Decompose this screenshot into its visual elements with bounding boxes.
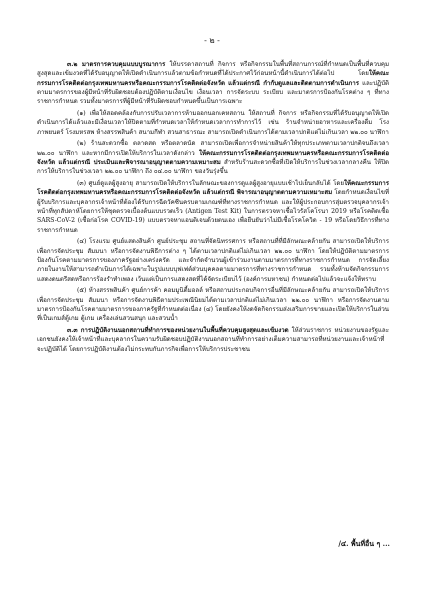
- section-3-3-paragraph: [37, 326, 389, 354]
- item-2: [37, 139, 389, 176]
- page-number: - ๒ -: [204, 36, 220, 45]
- item-2-end: สำหรับร้านสะดวกซื้อที่เปิดให้บริการในช่วงเวลากลางคืน ให้ปิดการให้บริการในช่วงเวลา ๒๒.๐๐ นาฬิกา ถึง ๐๔.๐๐ นาฬิกา ของวันรุ่งขึ้น: [37, 158, 390, 176]
- item-3-bold: ให้คณะกรรมการโรคติดต่อกรุงเทพมหานครหรือคณะกรรมการโรคติดต่อจังหวัด แล้วแต่กรณี พิจารณาอนุญาตตามความเหมาะสม: [37, 180, 389, 197]
- item-3-text: (๓) ศูนย์ดูแลผู้สูงอายุ สามารถเปิดให้บริการในลักษณะของการดูแลผู้สูงอายุแบบเช้าไปเย็นกลับได้ โดย: [77, 180, 345, 188]
- document-body: [37, 60, 389, 356]
- item-1: (๑) เพื่อให้สอดคล้องกับการปรับเวลาการห้ามออกนอกเคหสถาน ให้สถานที่ กิจการ หรือกิจกรรมที่ได้รับอนุญาตให้เปิดดำเนินการได้แล้วและมีเงื่อนเวลาให้ปิดตามที่กำหนดเวลาให้กำหนดเวลาการทำการไว้ เช่น ร้านจำหน่ายอาหารและเครื่องดื่ม โรงภาพยนตร์ โรงมหรสพ ห้างสรรพสินค้า สนามกีฬา สวนสาธารณะ สามารถเปิดดำเนินการได้ตามเวลาปกติแต่ไม่เกินเวลา ๒๒.๐๐ นาฬิกา: [37, 109, 389, 136]
- item-4: (๔) โรงแรม ศูนย์แสดงสินค้า ศูนย์ประชุม สถานที่จัดนิทรรศการ หรือสถานที่ที่มีลักษณะคล้ายกัน สามารถเปิดให้บริการเพื่อการจัดประชุม สัมมนา หรือการจัดงานพิธีการต่าง ๆ ได้ตามเวลาปกติแต่ไม่เกินเวลา ๒๒.๐๐ นาฬิกา โดยให้ปฏิบัติตามมาตรการป้องกันโรคตามมาตรการของภาครัฐอย่างเคร่งครัด และจำกัดจำนวนผู้เข้าร่วมงานตามมาตรการที่ทางราชการกำหนด การจัดเลี้ยงภายในงานให้สามารถดำเนินการได้เฉพาะในรูปแบบบุฟเฟต์ส่วนบุคคลตามมาตรการที่ทางราชการกำหนด รวมทั้งห้ามจัดกิจกรรมการแสดงดนตรีสดหรือการร้องรำทำเพลง เว้นแต่เป็นการแสดงสดที่ได้จัดระเบียบไว้ (องค์การมหาชน) กำหนดต่อไปแล้วจะแจ้งให้ทราบ: [37, 238, 389, 283]
- item-3-end: โดยกำหนดเงื่อนไขที่ผู้รับบริการและบุคลากรเจ้าหน้าที่ต้องได้รับการฉีดวัคซีนครบตามเกณฑ์ที่ทางราชการกำหนด และให้ผู้ประกอบการสุ่มตรวจบุคลากรเจ้าหน้าที่ทุกสัปดาห์โดยการให้ชุดตรวจเบื้องต้นแบบรวดเร็ว (Antigen Test Kit) ในการตรวจหาเชื้อไวรัสโคโรนา 2019 หรือโรคติดเชื้อ SARS-CoV-2 (เชื้อก่อโรค COVID-19) แบบตรวจหาแอนติเจนด้วยตนเอง เพื่อยืนยันว่าไม่มีเชื้อโรคโควิด - 19 หรือโดยวิธีการที่ทางราชการกำหนด: [37, 189, 390, 234]
- section-3-2-end: และปฏิบัติตามมาตรการของผู้มีหน้าที่รับผิดชอบต้องปฏิบัติตามเงื่อนไข เงื่อนเวลา การจัดระบบ ระเบียบ และมาตรการป้องกันโรคต่าง ๆ ที่ทางราชการกำหนด รวมทั้งมาตรการที่ผู้มีหน้าที่รับผิดชอบกำหนดขึ้นเป็นการเฉพาะ: [37, 79, 389, 106]
- item-3: [37, 179, 389, 235]
- section-3-3-text: ให้ส่วนราชการ หน่วยงานของรัฐและเอกชนยังคงให้เจ้าหน้าที่และบุคลากรในความรับผิดชอบปฏิบัติงานนอกสถานที่ทำการอย่างเต็มความสามารถที่หน่วยงานและเจ้าหน้าที่จะปฏิบัติได้ โดยการปฏิบัติงานต้องไม่กระทบกับภารกิจเพื่อการให้บริการประชาชน: [37, 327, 389, 353]
- section-3-3-heading: ๓.๓ การปฏิบัติงานนอกสถานที่ทำการของหน่วยงานในพื้นที่ควบคุมสูงสุดและเข้มงวด: [67, 327, 289, 335]
- item-5: (๕) ห้างสรรพสินค้า ศูนย์การค้า คอมมูนิตี้มอลล์ หรือสถานประกอบกิจการอื่นที่มีลักษณะคล้ายกัน สามารถเปิดให้บริการเพื่อการจัดประชุม สัมมนา หรือการจัดงานพิธีตามประเพณีนิยมได้ตามเวลาปกติแต่ไม่เกินเวลา ๒๒.๐๐ นาฬิกา หรือการจัดงานตามมาตรการป้องกันโรคตามมาตรการของภาครัฐที่กำหนดต่อเนื่อง (๔) โดยยังคงให้งดจัดกิจกรรมส่งเสริมการขายและเปิดให้บริการในส่วนที่เป็นเกมส์ตู้เกม ตู้เกม เครื่องเล่นสวนสนุก และสวนน้ำ: [37, 287, 389, 323]
- section-3-2-bold: ให้คณะกรรมการโรคติดต่อกรุงเทพมหานครหรือคณะกรรมการโรคติดต่อจังหวัด แล้วแต่กรณี กำกับดูแลและติดตามการดำเนินการ: [37, 70, 389, 87]
- item-2-bold: ให้คณะกรรมการโรคติดต่อกรุงเทพมหานครหรือคณะกรรมการโรคติดต่อจังหวัด แล้วแต่กรณี ประเมินและพิจารณาอนุญาตตามความเหมาะสม: [37, 149, 390, 166]
- item-2-text: (๒) ร้านสะดวกซื้อ ตลาดสด หรือตลาดนัด สามารถเปิดเพื่อการจำหน่ายสินค้าให้ทุกประเภทตามเวลาปกติจนถึงเวลา ๒๒.๐๐ นาฬิกา และหากมีการเปิดให้บริการในเวลาดังกล่าว: [37, 140, 389, 157]
- continue-note: /๔. พื้นที่อื่น ๆ ...: [338, 539, 390, 548]
- section-3-2-heading: ๓.๒ มาตรการควบคุมแบบบูรณาการ: [67, 61, 166, 68]
- section-3-2-paragraph: [37, 60, 389, 106]
- section-3-2-text: ให้บรรดาสถานที่ กิจการ หรือกิจกรรมในพื้นที่สถานการณ์ที่กำหนดเป็นพื้นที่ควบคุมสูงสุดและเข้มงวดที่ได้รับอนุญาตให้เปิดดำเนินการแล้วตามข้อกำหนดที่ได้ประกาศไว้ก่อนหน้านี้ดำเนินการได้ต่อไป โดย: [37, 61, 390, 78]
